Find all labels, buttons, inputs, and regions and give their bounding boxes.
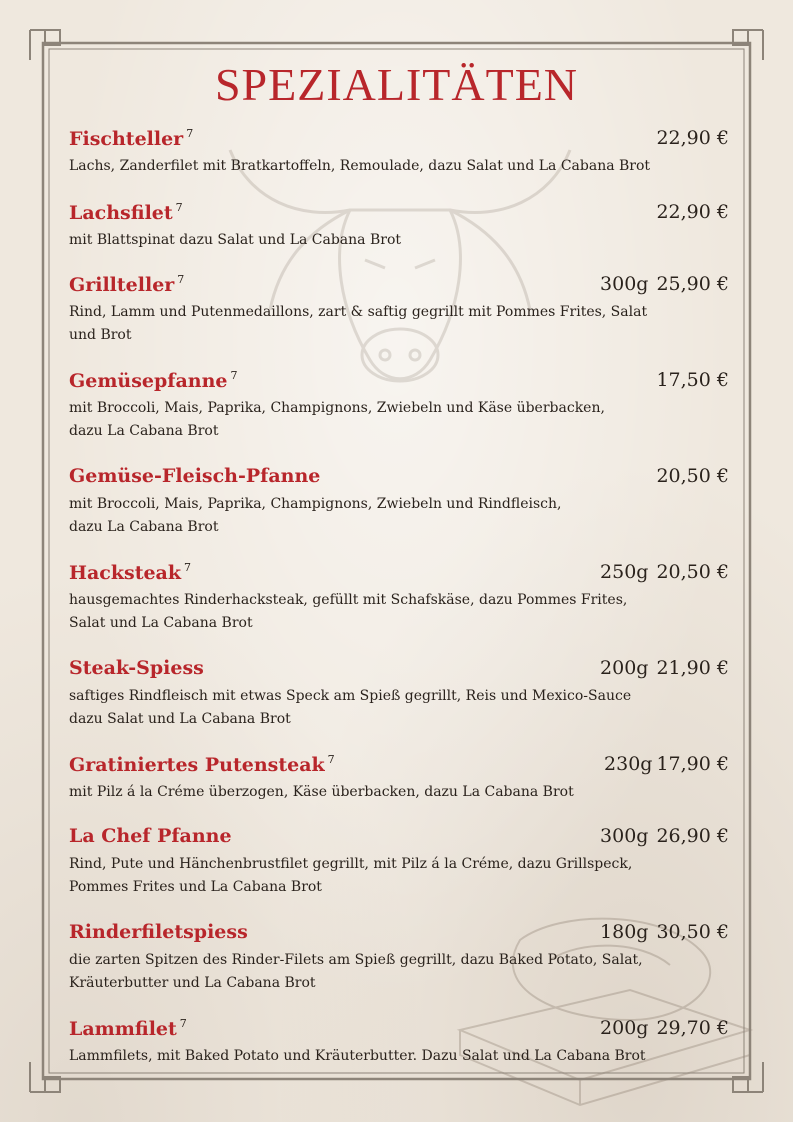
item-price: 22,90 €: [656, 127, 729, 149]
item-price: 300g 25,90 €: [600, 273, 729, 295]
menu-item: [69, 921, 729, 995]
item-price: 180g 30,50 €: [600, 921, 729, 943]
allergen-note: 7: [179, 1017, 187, 1030]
item-price: 200g 21,90 €: [600, 657, 729, 679]
allergen-note: 7: [175, 201, 183, 214]
item-weight: 200g: [600, 1017, 649, 1039]
item-description: Lachs, Zanderfilet mit Bratkartoffeln, Remoulade, dazu Salat und La Cabana Brot: [69, 158, 651, 174]
item-weight: 300g: [600, 273, 649, 295]
item-name: Gemüse-Fleisch-Pfanne: [69, 465, 321, 487]
allergen-note: 7: [177, 273, 185, 286]
item-price: 250g 20,50 €: [600, 561, 729, 583]
menu-item: [69, 201, 729, 252]
allergen-note: 7: [186, 127, 194, 140]
item-description: mit Broccoli, Mais, Paprika, Champignons, Zwiebeln und Rindfleisch, dazu La Cabana Brot: [69, 496, 562, 535]
page-title: SPEZIALITÄTEN: [214, 59, 579, 110]
item-name: Lammfilet $^7$: [69, 1017, 187, 1040]
item-description: Rind, Lamm und Putenmedaillons, zart & saftig gegrillt mit Pommes Frites, Salat und Brot: [69, 304, 648, 343]
item-name: Fischteller $^7$: [69, 127, 194, 150]
item-description: die zarten Spitzen des Rinder-Filets am Spieß gegrillt, dazu Baked Potato, Salat, Kräuterbutter und La Cabana Brot: [69, 952, 643, 991]
menu-item: [69, 127, 729, 178]
item-weight: 230g: [604, 753, 653, 775]
menu-item: [69, 561, 729, 635]
item-name: Lachsfilet $^7$: [69, 201, 183, 224]
item-weight: 180g: [600, 921, 649, 943]
menu-item: [69, 273, 729, 347]
item-weight: 250g: [600, 561, 649, 583]
item-weight: 200g: [600, 657, 649, 679]
item-name: Hacksteak $^7$: [69, 561, 192, 584]
item-name: Gemüsepfanne $^7$: [69, 369, 238, 392]
menu-item: [69, 753, 729, 804]
item-price: 300g 26,90 €: [600, 825, 729, 847]
item-description: saftiges Rindfleisch mit etwas Speck am Spieß gegrillt, Reis und Mexico-Sauce dazu Salat und La Cabana Brot: [69, 688, 632, 727]
item-description: Lammfilets, mit Baked Potato und Kräuterbutter. Dazu Salat und La Cabana Brot: [69, 1048, 646, 1064]
item-description: mit Blattspinat dazu Salat und La Cabana Brot: [69, 232, 402, 248]
item-price: 230g 17,90 €: [604, 753, 729, 775]
item-price: 200g 29,70 €: [600, 1017, 729, 1039]
item-weight: 300g: [600, 825, 649, 847]
item-name: Grillteller $^7$: [69, 273, 185, 296]
item-description: hausgemachtes Rinderhacksteak, gefüllt mit Schafskäse, dazu Pommes Frites, Salat und La Cabana Brot: [69, 592, 628, 631]
item-name: Gratiniertes Putensteak $^7$: [69, 753, 335, 776]
allergen-note: 7: [230, 369, 238, 382]
menu-item: [69, 465, 729, 539]
menu-item: [69, 1017, 729, 1068]
menu-item: [69, 657, 729, 731]
allergen-note: 7: [184, 561, 192, 574]
menu-item: [69, 369, 729, 443]
menu-item: [69, 825, 729, 899]
item-price: 20,50 €: [656, 465, 729, 487]
item-name: Rinderfiletspiess: [69, 921, 248, 943]
item-price: 22,90 €: [656, 201, 729, 223]
item-description: Rind, Pute und Hänchenbrustfilet gegrillt, mit Pilz á la Créme, dazu Grillspeck, Pommes Frites und La Cabana Brot: [69, 856, 633, 895]
item-description: mit Pilz á la Créme überzogen, Käse überbacken, dazu La Cabana Brot: [69, 784, 574, 800]
allergen-note: 7: [327, 753, 335, 766]
item-price: 17,50 €: [656, 369, 729, 391]
item-name: La Chef Pfanne: [69, 825, 232, 847]
item-description: mit Broccoli, Mais, Paprika, Champignons, Zwiebeln und Käse überbacken, dazu La Cabana Brot: [69, 400, 605, 439]
item-name: Steak-Spiess: [69, 657, 204, 679]
